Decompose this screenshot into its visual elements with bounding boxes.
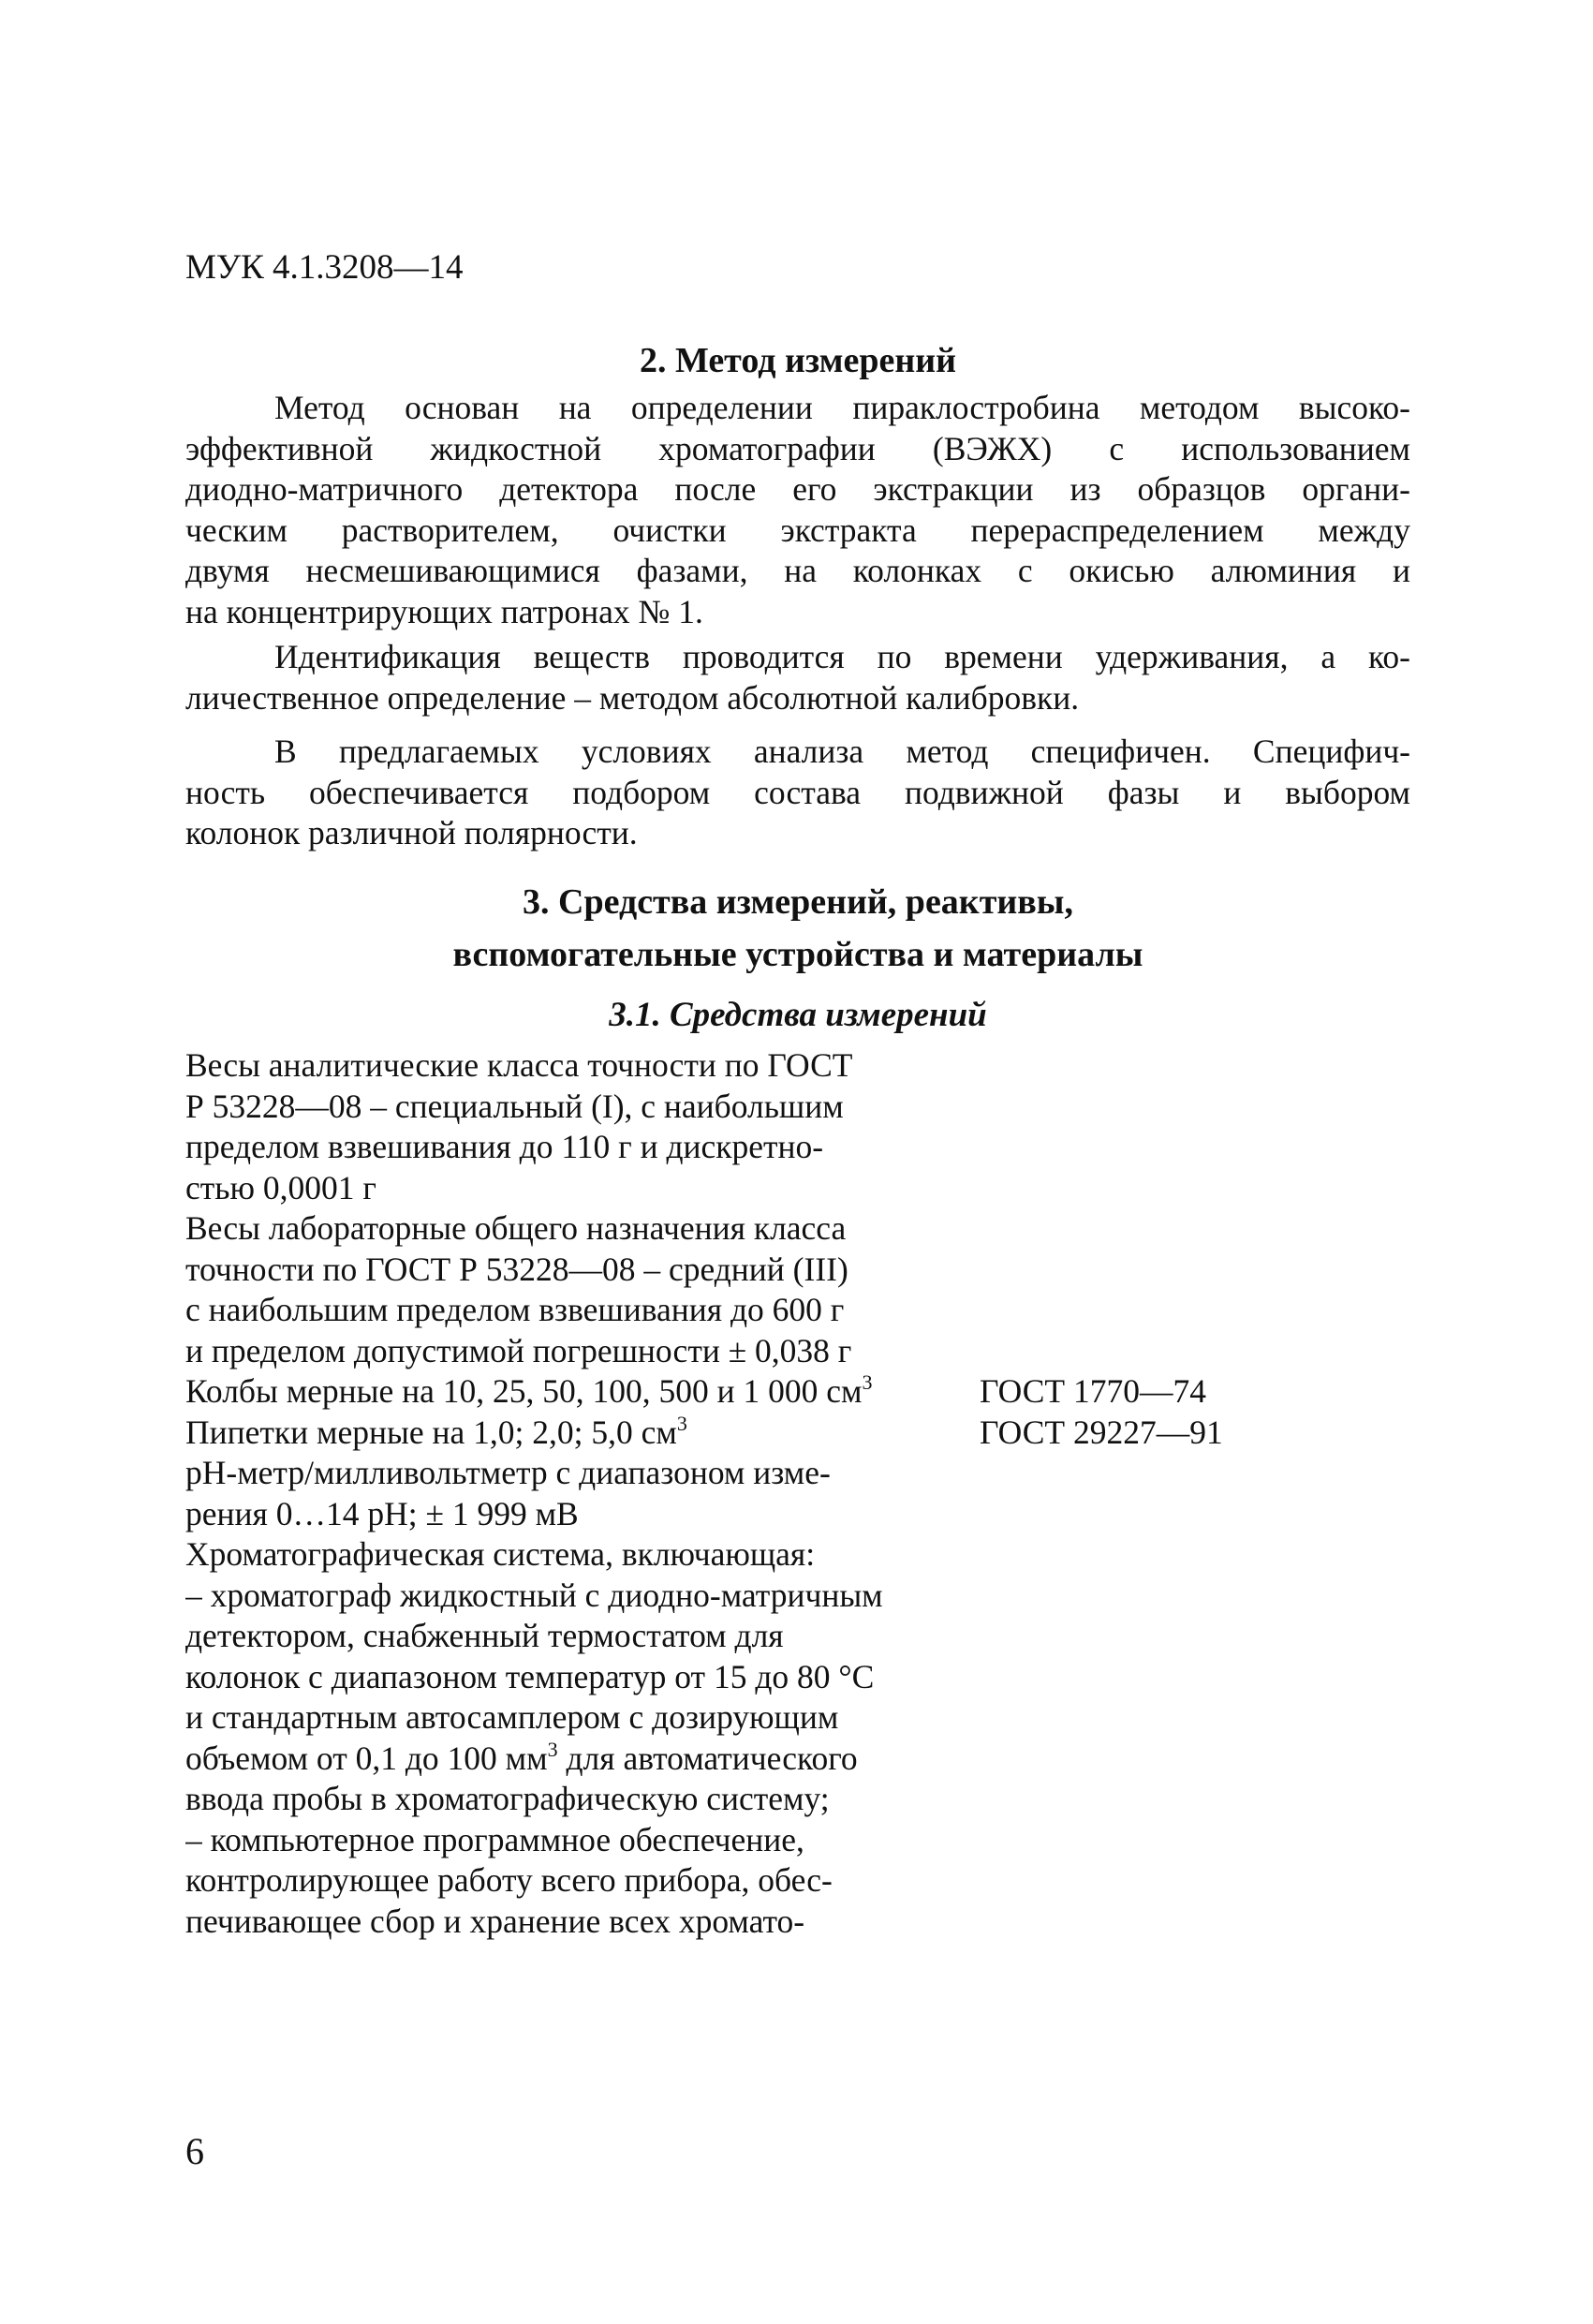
measuring-instruments-list (185, 1045, 1403, 1942)
item-description (185, 1371, 980, 1413)
text-fragment: объемом от 0,1 до 100 мм (185, 1739, 548, 1777)
text-line: с наибольшим пределом взвешивания до 600 г (185, 1291, 845, 1328)
text-line: и пределом допустимой погрешности ± 0,038 г (185, 1331, 852, 1369)
text-line: пределом взвешивания до 110 г и дискретно- (185, 1128, 824, 1165)
item-text: Колбы мерные на 10, 25, 50, 100, 500 и 1 000 см (185, 1372, 863, 1410)
text-line: точности по ГОСТ Р 53228—08 – средний (III) (185, 1250, 848, 1288)
text-line: и стандартным автосамплером с дозирующим (185, 1698, 839, 1736)
section-2-paragraph-1 (185, 388, 1410, 632)
text-line: Весы аналитические класса точности по ГОСТ (185, 1046, 853, 1084)
text-line: Метод основан на определении пираклостробина методом высоко- (274, 389, 1410, 426)
text-line: на концентрирующих патронах № 1. (185, 592, 703, 630)
superscript: 3 (676, 1411, 687, 1435)
item-standard: ГОСТ 1770—74 (980, 1372, 1206, 1410)
text-line: ввода пробы в хроматографическую систему; (185, 1780, 830, 1817)
superscript: 3 (547, 1738, 558, 1761)
text-line (185, 1739, 1403, 1780)
section-2-paragraph-2 (185, 637, 1410, 718)
text-line: Весы лабораторные общего назначения класса (185, 1209, 847, 1247)
list-item-analytical-balance (185, 1045, 1403, 1208)
item-description (185, 1413, 980, 1454)
text-line: Хроматографическая система, включающая: (185, 1535, 816, 1573)
text-line: Идентификация веществ проводится по времени удерживания, а ко- (274, 638, 1410, 675)
text-line: эффективной жидкостной хроматографии (ВЭЖХ) с использованием (185, 429, 1410, 467)
list-item-ph-meter (185, 1453, 1403, 1534)
item-standard: ГОСТ 29227—91 (980, 1413, 1223, 1451)
section-3-heading-line-1: 3. Средства измерений, реактивы, (523, 882, 1073, 922)
list-item-volumetric-pipettes (185, 1413, 1403, 1454)
text-line: – хроматограф жидкостный с диодно-матричным (185, 1576, 883, 1614)
list-item-laboratory-balance (185, 1208, 1403, 1371)
text-line: контролирующее работу всего прибора, обес- (185, 1861, 833, 1899)
text-line: личественное определение – методом абсолютной калибровки. (185, 678, 1080, 717)
text-line: В предлагаемых условиях анализа метод специфичен. Специфич- (274, 733, 1410, 770)
running-header: МУК 4.1.3208—14 (185, 248, 464, 287)
text-line: двумя несмешивающимися фазами, на колонках с окисью алюминия и (185, 552, 1410, 589)
page-number: 6 (185, 2130, 204, 2172)
text-line: печивающее сбор и хранение всех хромато- (185, 1902, 805, 1940)
list-item-volumetric-flasks (185, 1371, 1403, 1413)
section-3-heading-line-2: вспомогательные устройства и материалы (452, 935, 1143, 974)
item-text: Пипетки мерные на 1,0; 2,0; 5,0 см (185, 1413, 677, 1451)
text-line: pH-метр/милливольтметр с диапазоном изме- (185, 1454, 831, 1491)
text-fragment: для автоматического (557, 1739, 858, 1777)
text-line: детектором, снабженный термостатом для (185, 1617, 784, 1654)
text-line: ность обеспечивается подбором состава подвижной фазы и выбором (185, 773, 1410, 811)
text-line: Р 53228—08 – специальный (I), с наибольшим (185, 1087, 844, 1125)
section-2-heading: 2. Метод измерений (639, 341, 957, 380)
text-line: колонок различной полярности. (185, 814, 638, 851)
list-item-chromatographic-system (185, 1534, 1403, 1942)
text-line: колонок с диапазоном температур от 15 до 80 °С (185, 1657, 875, 1695)
section-2-paragraph-3 (185, 732, 1410, 854)
text-line: диодно-матричного детектора после его экстракции из образцов органи- (185, 470, 1410, 508)
superscript: 3 (862, 1370, 873, 1394)
text-line: стью 0,0001 г (185, 1168, 376, 1206)
text-line: рения 0…14 pH; ± 1 999 мВ (185, 1494, 579, 1532)
subsection-3-1-heading: 3.1. Средства измерений (609, 996, 987, 1034)
text-line: – компьютерное программное обеспечение, (185, 1820, 804, 1858)
text-line: ческим растворителем, очистки экстракта перераспределением между (185, 511, 1410, 549)
